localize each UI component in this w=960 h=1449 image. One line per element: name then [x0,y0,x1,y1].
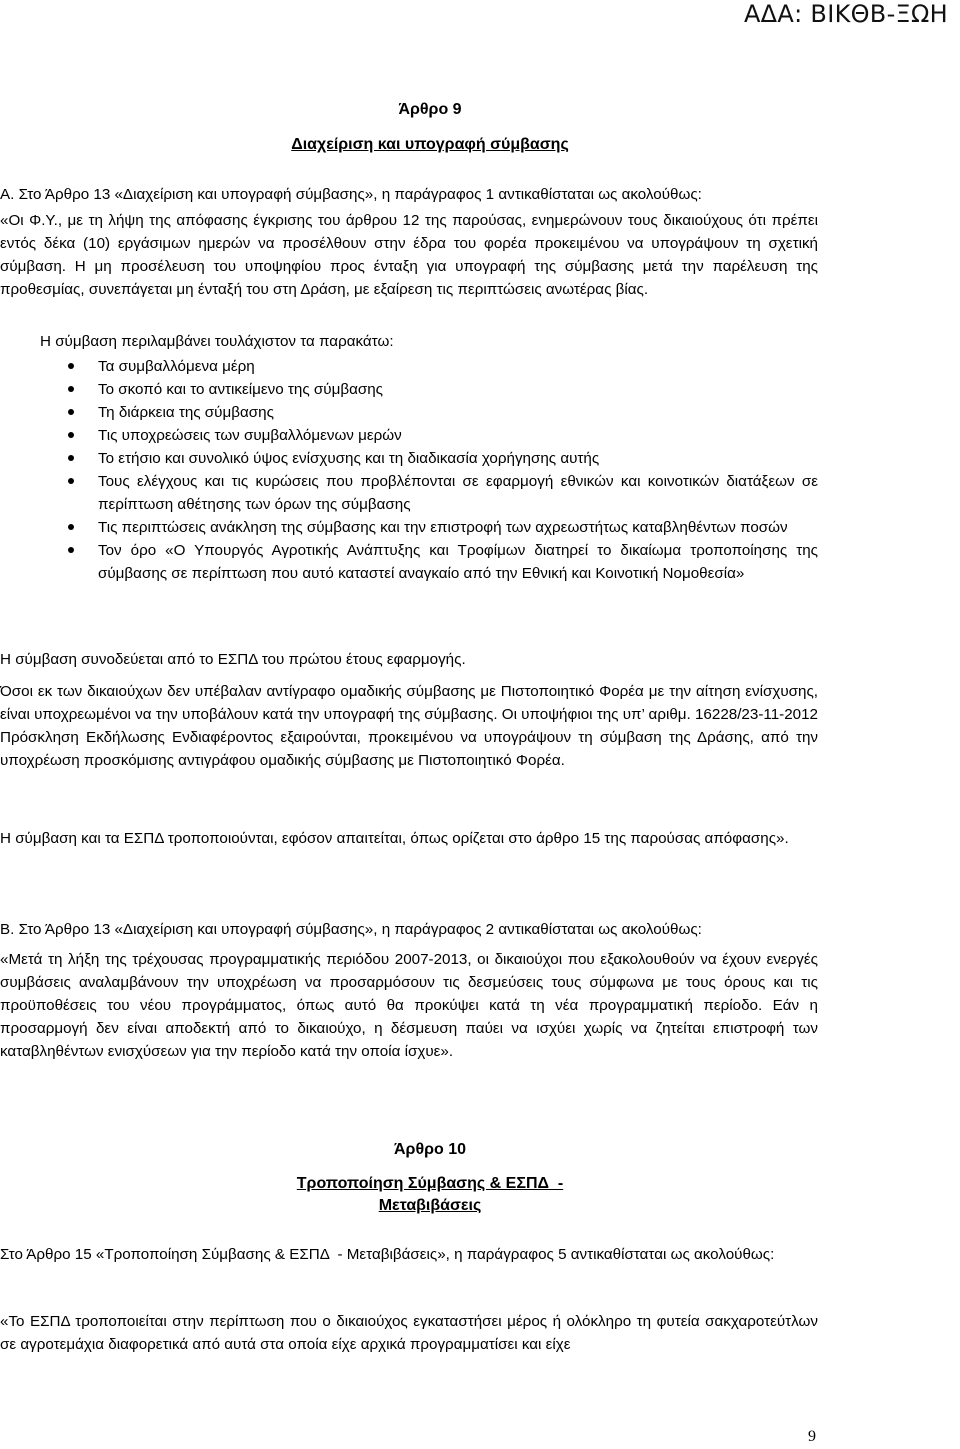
ada-code: ΑΔΑ: ΒΙΚΘΒ-ΞΩΗ [743,0,948,28]
article-10-heading: Άρθρο 10 [393,1141,466,1158]
contract-contents-list [0,355,818,585]
list-item: Τον όρο «Ο Υπουργός Αγροτικής Ανάπτυξης και Τροφίμων διατηρεί το δικαίωμα τροποποίησης της σύμβασης σε περίπτωση που αυτό καταστεί αναγκαίο από την Εθνική και Κοινοτική Νομοθεσία» [0,539,818,585]
list-intro: Η σύμβαση περιλαμβάνει τουλάχιστον τα παρακάτω: [40,333,394,350]
article-10-title-line1: Τροποποίηση Σύμβασης & ΕΣΠΔ - [296,1175,564,1192]
para-b-text: «Μετά τη λήξη της τρέχουσας προγραμματικής περιόδου 2007-2013, οι δικαιούχοι που εξακολουθούν να έχουν ενεργές συμβάσεις αναλαμβάνουν την υποχρέωση να προσαρμόσουν τις δεσμεύσεις τους σύμφωνα με τους όρους και τις προϋποθέσεις του νέου προγράμματος, όπως αυτό θα προκύψει κατά τη νέα προγραμματική περίοδο. Εάν η προσαρμογή δεν είναι αποδεκτή από το δικαιούχο, η δέσμευση παύει να ισχύει χωρίς να ζητείται επιστροφή των καταβληθέντων ενισχύσεων για την περίοδο κατά την οποία ίσχυε». [0,951,818,1060]
para-b-intro: Β. Στο Άρθρο 13 «Διαχείριση και υπογραφή σύμβασης», η παράγραφος 2 αντικαθίσταται ως ακολούθως: [0,921,702,938]
list-item: Τις υποχρεώσεις των συμβαλλόμενων μερών [0,424,818,447]
para-espd: Η σύμβαση συνοδεύεται από το ΕΣΠΔ του πρώτου έτους εφαρμογής. [0,651,466,668]
list-item: Τα συμβαλλόμενα μέρη [0,355,818,378]
page-number: 9 [808,1428,816,1445]
list-item: Τους ελέγχους και τις κυρώσεις που προβλέπονται σε εφαρμογή εθνικών και κοινοτικών διατάξεων σε περίπτωση αθέτησης των όρων της σύμβασης [0,470,818,516]
article-10-intro: Στο Άρθρο 15 «Τροποποίηση Σύμβασης & ΕΣΠΔ - Μεταβιβάσεις», η παράγραφος 5 αντικαθίσταται ως ακολούθως: [0,1246,775,1263]
para-a-intro: Α. Στο Άρθρο 13 «Διαχείριση και υπογραφή σύμβασης», η παράγραφος 1 αντικαθίσταται ως ακολούθως: [0,186,702,203]
list-item: Τη διάρκεια της σύμβασης [0,401,818,424]
article-9-heading: Άρθρο 9 [398,101,462,118]
para-a-text: «Οι Φ.Υ., με τη λήψη της απόφασης έγκρισης του άρθρου 12 της παρούσας, ενημερώνουν τους δικαιούχους ότι πρέπει εντός δέκα (10) εργάσιμων ημερών να προσέλθουν στην έδρα του φορέα προκειμένου να υπογράψουν τη σχετική σύμβαση. Η μη προσέλευση του υποψηφίου προς ένταξη για υπογραφή της σύμβασης μετά την παρέλευση της προθεσμίας, συνεπάγεται μη ένταξή του στη Δράση, με εξαίρεση τις περιπτώσεις ανωτέρας βίας. [0,212,818,298]
article-10-title-line2: Μεταβιβάσεις [378,1197,482,1214]
para-copy: Όσοι εκ των δικαιούχων δεν υπέβαλαν αντίγραφο ομαδικής σύμβασης με Πιστοποιητικό Φορέα με την αίτηση ενίσχυσης, είναι υποχρεωμένοι να την υποβάλουν κατά την υπογραφή της σύμβασης. Οι υποψήφιοι της υπ’ αριθμ. 16228/23-11-2012 Πρόσκληση Εκδήλωσης Ενδιαφέροντος εξαιρούνται, προκειμένου να υπογράψουν τη σύμβαση της Δράσης, από την υποχρέωση προσκόμισης αντιγράφου ομαδικής σύμβασης με Πιστοποιητικό Φορέα. [0,683,818,769]
para-modify: Η σύμβαση και τα ΕΣΠΔ τροποποιούνται, εφόσον απαιτείται, όπως ορίζεται στο άρθρο 15 της παρούσας απόφασης». [0,830,789,847]
article-9-title: Διαχείριση και υπογραφή σύμβασης [291,136,569,153]
list-item: Τις περιπτώσεις ανάκληση της σύμβασης και την επιστροφή των αχρεωστήτως καταβληθέντων ποσών [0,516,818,539]
list-item: Το ετήσιο και συνολικό ύψος ενίσχυσης και τη διαδικασία χορήγησης αυτής [0,447,818,470]
list-item: Το σκοπό και το αντικείμενο της σύμβασης [0,378,818,401]
article-10-text: «Το ΕΣΠΔ τροποποιείται στην περίπτωση που ο δικαιούχος εγκαταστήσει μέρος ή ολόκληρο τη φυτεία σακχαροτεύτλων σε αγροτεμάχια διαφορετικά από αυτά στα οποία είχε αρχικά προγραμματίσει και είχε [0,1313,818,1353]
